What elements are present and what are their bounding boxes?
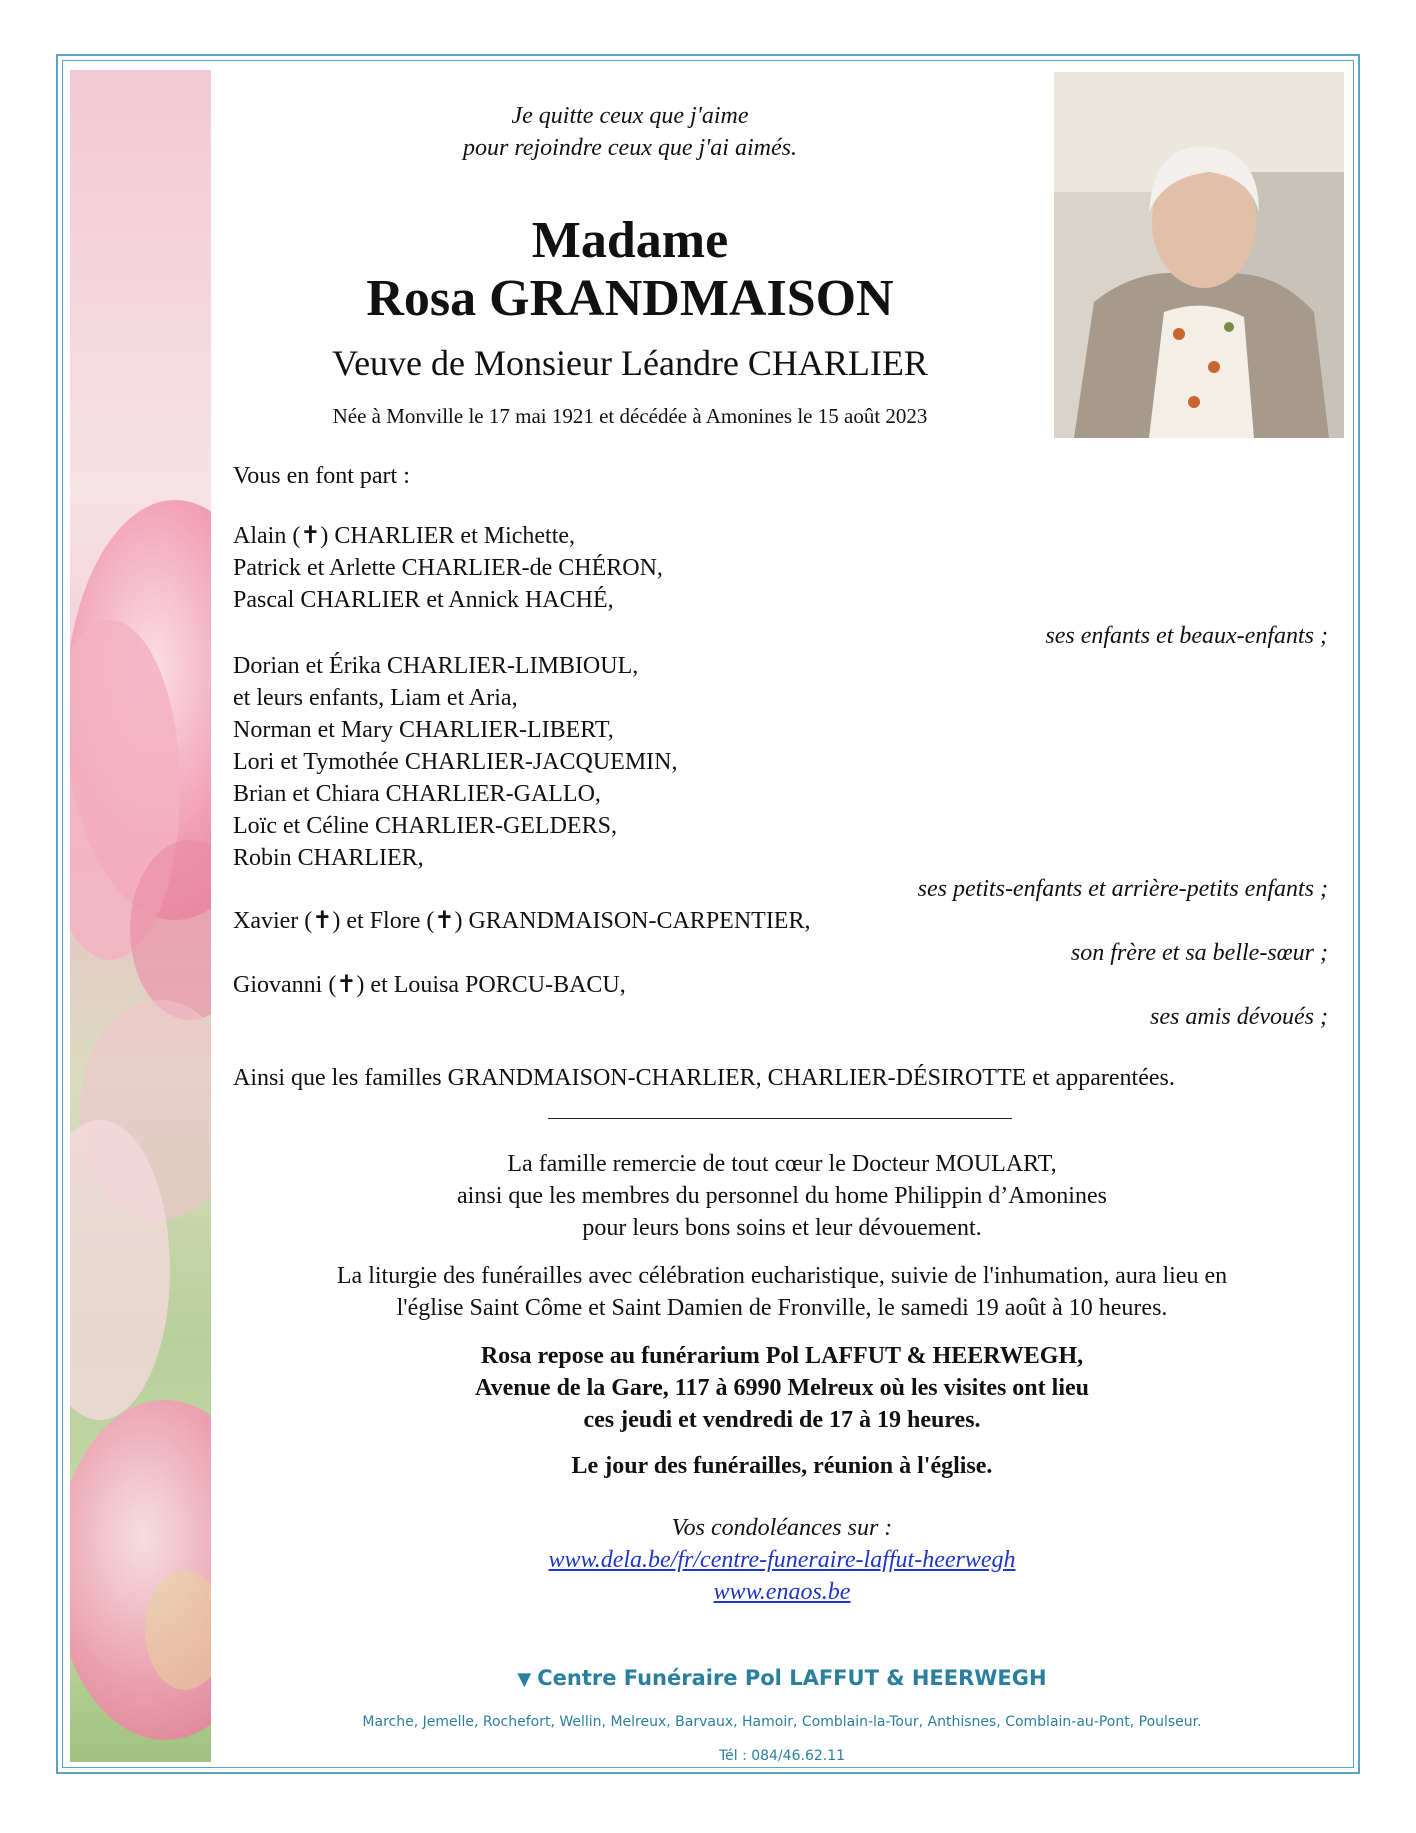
triangle-down-icon: ▼ xyxy=(517,1669,532,1690)
list-item: Patrick et Arlette CHARLIER-de CHÉRON, xyxy=(233,555,663,581)
grandchildren-list xyxy=(233,650,678,874)
funeral-home-name: Centre Funéraire Pol LAFFUT & HEERWEGH xyxy=(537,1666,1047,1690)
grandchildren-relation: ses petits-enfants et arrière-petits enfants ; xyxy=(917,876,1328,902)
list-item: Robin CHARLIER, xyxy=(233,845,424,871)
funeral-home-title xyxy=(232,1666,1332,1690)
list-item: Alain (✝) CHARLIER et Michette, xyxy=(233,523,576,549)
liturgy-paragraph xyxy=(232,1260,1332,1324)
salutation: Madame xyxy=(531,212,729,269)
list-item: Norman et Mary CHARLIER-LIBERT, xyxy=(233,717,614,743)
thanks-line: La famille remercie de tout cœur le Docteur MOULART, xyxy=(507,1151,1057,1177)
list-item: et leurs enfants, Liam et Aria, xyxy=(233,685,518,711)
visit-line: Rosa repose au funérarium Pol LAFFUT & HEERWEGH, xyxy=(480,1343,1084,1369)
meeting-line: Le jour des funérailles, réunion à l'église. xyxy=(571,1453,993,1479)
siblings-list xyxy=(233,905,810,937)
announcement-intro: Vous en font part : xyxy=(233,463,410,489)
thanks-line: pour leurs bons soins et leur dévouement. xyxy=(582,1215,982,1241)
opening-quote xyxy=(232,100,1028,164)
condolences-block xyxy=(232,1512,1332,1608)
visit-line: ces jeudi et vendredi de 17 à 19 heures. xyxy=(583,1407,981,1433)
friends-relation: ses amis dévoués ; xyxy=(1150,1004,1328,1030)
list-item: Pascal CHARLIER et Annick HACHÉ, xyxy=(233,587,614,613)
deceased-title xyxy=(232,212,1028,328)
portrait-photo xyxy=(1054,72,1344,438)
list-item: Xavier (✝) et Flore (✝) GRANDMAISON-CARPENTIER, xyxy=(233,908,811,934)
quote-line-2: pour rejoindre ceux que j'ai aimés. xyxy=(463,135,797,161)
condolences-link-dela[interactable]: www.dela.be/fr/centre-funeraire-laffut-heerwegh xyxy=(548,1547,1016,1573)
condolences-label: Vos condoléances sur : xyxy=(671,1515,893,1541)
quote-line-1: Je quitte ceux que j'aime xyxy=(511,103,749,129)
thanks-line: ainsi que les membres du personnel du home Philippin d’Amonines xyxy=(457,1183,1107,1209)
birth-death-dates: Née à Monville le 17 mai 1921 et décédée à Amonines le 15 août 2023 xyxy=(332,404,928,428)
children-list xyxy=(233,520,663,616)
widow-of: Veuve de Monsieur Léandre CHARLIER xyxy=(332,343,928,383)
flower-decoration-image xyxy=(70,70,211,1762)
visit-line: Avenue de la Gare, 117 à 6990 Melreux où les visites ont lieu xyxy=(475,1375,1089,1401)
siblings-relation: son frère et sa belle-sœur ; xyxy=(1070,940,1328,966)
list-item: Loïc et Céline CHARLIER-GELDERS, xyxy=(233,813,617,839)
list-item: Giovanni (✝) et Louisa PORCU-BACU, xyxy=(233,972,626,998)
separator-line xyxy=(548,1118,1012,1119)
list-item: Brian et Chiara CHARLIER-GALLO, xyxy=(233,781,601,807)
friends-list xyxy=(233,969,626,1001)
visit-paragraph xyxy=(232,1340,1332,1436)
children-relation: ses enfants et beaux-enfants ; xyxy=(1045,623,1328,649)
funeral-home-phone: Tél : 084/46.62.11 xyxy=(718,1748,846,1764)
list-item: Dorian et Érika CHARLIER-LIMBIOUL, xyxy=(233,653,639,679)
liturgy-line: La liturgie des funérailles avec célébration eucharistique, suivie de l'inhumation, aura lieu en xyxy=(336,1263,1228,1289)
liturgy-line: l'église Saint Côme et Saint Damien de Fronville, le samedi 19 août à 10 heures. xyxy=(396,1295,1168,1321)
deceased-name: Rosa GRANDMAISON xyxy=(366,270,894,327)
funeral-home-locations: Marche, Jemelle, Rochefort, Wellin, Melreux, Barvaux, Hamoir, Comblain-la-Tour, Anthisnes, Comblain-au-Pont, Poulseur. xyxy=(362,1714,1202,1730)
list-item: Lori et Tymothée CHARLIER-JACQUEMIN, xyxy=(233,749,678,775)
families-line: Ainsi que les familles GRANDMAISON-CHARLIER, CHARLIER-DÉSIROTTE et apparentées. xyxy=(233,1065,1175,1091)
thanks-paragraph xyxy=(232,1148,1332,1244)
condolences-link-enaos[interactable]: www.enaos.be xyxy=(713,1579,851,1605)
